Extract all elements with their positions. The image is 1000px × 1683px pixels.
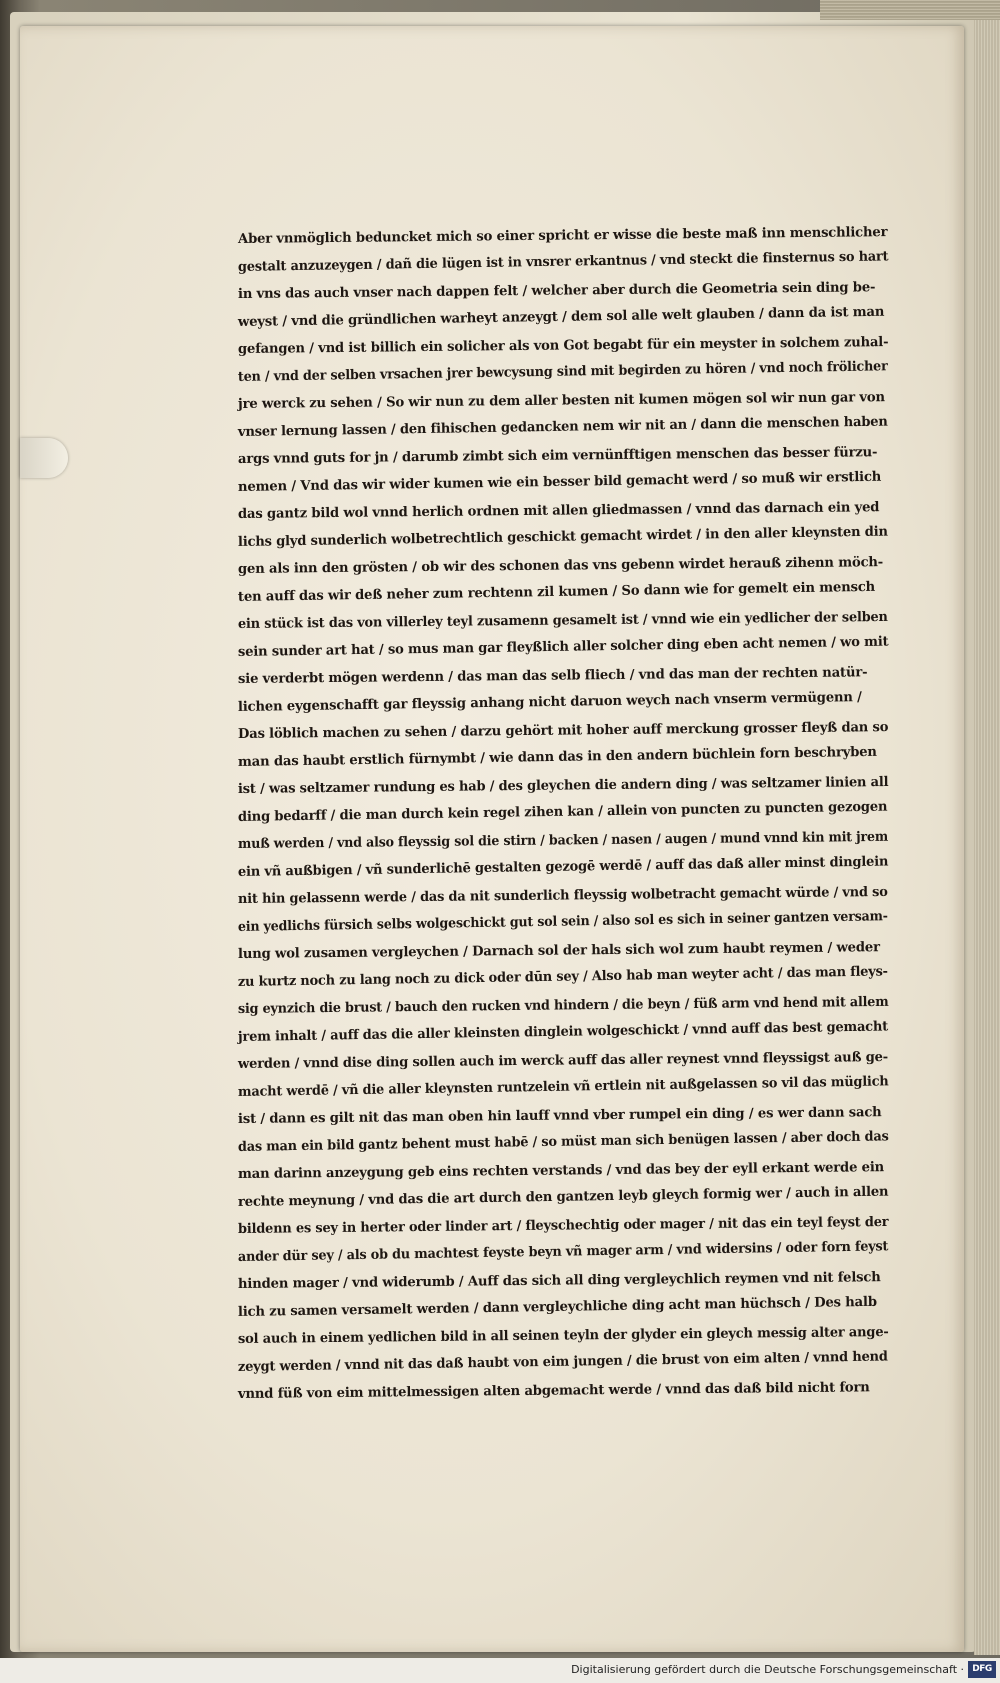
dfg-logo-icon: DFG [968, 1661, 996, 1678]
text-line: nemen / Vnd das wir wider kumen wie ein besser bild gemacht werd / so muß wir erstlich [237, 468, 882, 495]
text-line: gefangen / vnd ist billich ein solicher als von Got begabt für ein meyster in solchem zuhal- [237, 334, 889, 357]
text-line: ten auff das wir deß neher zum rechtenn zil kumen / So dann wie for gemelt ein mensch [237, 578, 876, 605]
text-line: vnnd füß von eim mittelmessigen alten abgemacht werde / vnnd das daß bild nicht forn [237, 1379, 870, 1402]
text-line: ein vñ außbigen / vñ sunderlichē gestalten gezogē werdē / auff das daß aller minst dinglein [237, 852, 889, 880]
text-line: man darinn anzeygung geb eins rechten verstands / vnd das bey der eyll erkant werde ein [237, 1159, 885, 1182]
page-text-block [238, 226, 898, 1409]
text-line: lichs glyd sunderlich wolbetrechtlich geschickt gemacht wirdet / in den aller kleynsten din [237, 523, 888, 550]
book-fore-edge [974, 0, 1000, 1655]
text-line: Das löblich machen zu sehen / darzu gehört mit hoher auff merckung grosser fleyß dan so [237, 719, 889, 742]
text-line: bildenn es sey in herter oder linder art / fleyschechtig oder mager / nit das ein teyl feyst der [237, 1213, 889, 1237]
text-line: jre werck zu sehen / So wir nun zu dem aller besten nit kumen mögen sol wir nun gar von [237, 389, 885, 412]
book-top-edge [820, 0, 1000, 20]
text-line: vnser lernung lassen / den fihischen gedancken nem wir nit an / dann die menschen haben [237, 413, 888, 440]
text-line: sol auch in einem yedlichen bild in all seinen teyln der glyder ein gleych messig alter ange- [237, 1323, 889, 1347]
text-line: werden / vnnd dise ding sollen auch im werck auff das aller reynest vnnd fleyssigst auß ge- [237, 1049, 889, 1072]
text-line: sie verderbt mögen werdenn / das man das selb fliech / vnd das man der rechten natür- [237, 664, 868, 687]
text-line: sein sunder art hat / so mus man gar fleyßlich aller solcher ding eben acht nemen / wo mit [237, 633, 889, 660]
text-line: ein stück ist das von villerley teyl zusamenn gesamelt ist / vnnd wie ein yedlicher der selben [237, 608, 888, 632]
text-line: zeygt werden / vnnd nit das daß haubt von eim jungen / die brust von eim alten / vnnd hend [237, 1347, 888, 1375]
text-line: in vns das auch vnser nach dappen felt / welcher aber durch die Geometria sein ding be- [237, 279, 876, 302]
text-line: muß werden / vnd also fleyssig sol die stirn / backen / nasen / augen / mund vnnd kin mit jrem [237, 828, 889, 852]
text-line: nit hin gelassenn werde / das da nit sunderlich fleyssig wolbetracht gemacht würde / vnd so [237, 883, 888, 907]
text-line: ding bedarff / die man durch kein regel zihen kan / allein von puncten zu puncten gezogen [237, 798, 888, 825]
text-line: man das haubt erstlich fürnymbt / wie dann das in den andern büchlein forn beschryben [237, 743, 877, 770]
text-line: weyst / vnd die gründlichen warheyt anzeygt / dem sol alle welt glauben / dann da ist man [237, 303, 885, 330]
text-line: lung wol zusamen vergleychen / Darnach sol der hals sich wol zum haubt reymen / weder [237, 939, 880, 962]
text-line: args vnnd guts for jn / darumb zimbt sich eim vernünfftigen menschen das besser fürzu- [237, 444, 878, 467]
text-line: ten / vnd der selben vrsachen jrer bewcysung sind mit begirden zu hören / vnd noch frölicher [237, 357, 888, 385]
text-line: Aber vnmöglich beduncket mich so einer spricht er wisse die beste maß inn menschlicher [237, 224, 888, 247]
text-line: jrem inhalt / auff das die aller kleinsten dinglein wolgeschickt / vnnd auff das best gemacht [237, 1017, 889, 1045]
page-tab [20, 438, 68, 478]
text-line: macht werdē / vñ die aller kleynsten runtzelein vñ ertlein nit außgelassen so vil das müglich [237, 1072, 889, 1100]
footer-bar [0, 1658, 1000, 1683]
text-line: ist / was seltzamer rundung es hab / des gleychen die andern ding / was seltzamer linien all [237, 773, 889, 797]
text-line: gestalt anzuzeygen / dañ die lügen ist in vnsrer erkantnus / vnd steckt die finsternus so hart [237, 247, 889, 275]
text-line: sig eynzich die brust / bauch den rucken vnd hindern / die beyn / füß arm vnd hend mit allem [237, 993, 889, 1017]
text-line: das man ein bild gantz behent must habē / so müst man sich benügen lassen / aber doch das [237, 1127, 889, 1155]
text-line: das gantz bild wol vnnd herlich ordnen mit allen gliedmassen / vnnd das darnach ein yed [237, 499, 880, 522]
text-line: lichen eygenschafft gar fleyssig anhang nicht daruon weych nach vnserm vermügenn / [237, 688, 862, 715]
text-line: lich zu samen versamelt werden / dann vergleychliche ding acht man hüchsch / Des halb [237, 1293, 877, 1320]
text-line: rechte meynung / vnd das die art durch den gantzen leyb gleych formig wer / auch in allen [237, 1183, 889, 1210]
text-line: ist / dann es gilt nit das man oben hin lauff vnnd vber rumpel ein ding / es wer dann sach [237, 1104, 882, 1127]
text-line: ander dür sey / als ob du machtest feyste beyn vñ mager arm / vnd widersins / oder forn feyst [237, 1237, 889, 1265]
text-line: gen als inn den grösten / ob wir des schonen das vns gebenn wirdet herauß zihenn möch- [237, 554, 884, 577]
text-line: zu kurtz noch zu lang noch zu dick oder dūn sey / Also hab man weyter acht / das man fleys- [237, 962, 888, 990]
text-line: ein yedlichs fürsich selbs wolgeschickt gut sol sein / also sol es sich in seiner gantzen versam- [237, 907, 888, 935]
footer-credit: Digitalisierung gefördert durch die Deutsche Forschungsgemeinschaft · [571, 1663, 964, 1676]
text-line: hinden mager / vnd widerumb / Auff das sich all ding vergleychlich reymen vnd nit felsch [237, 1269, 881, 1292]
